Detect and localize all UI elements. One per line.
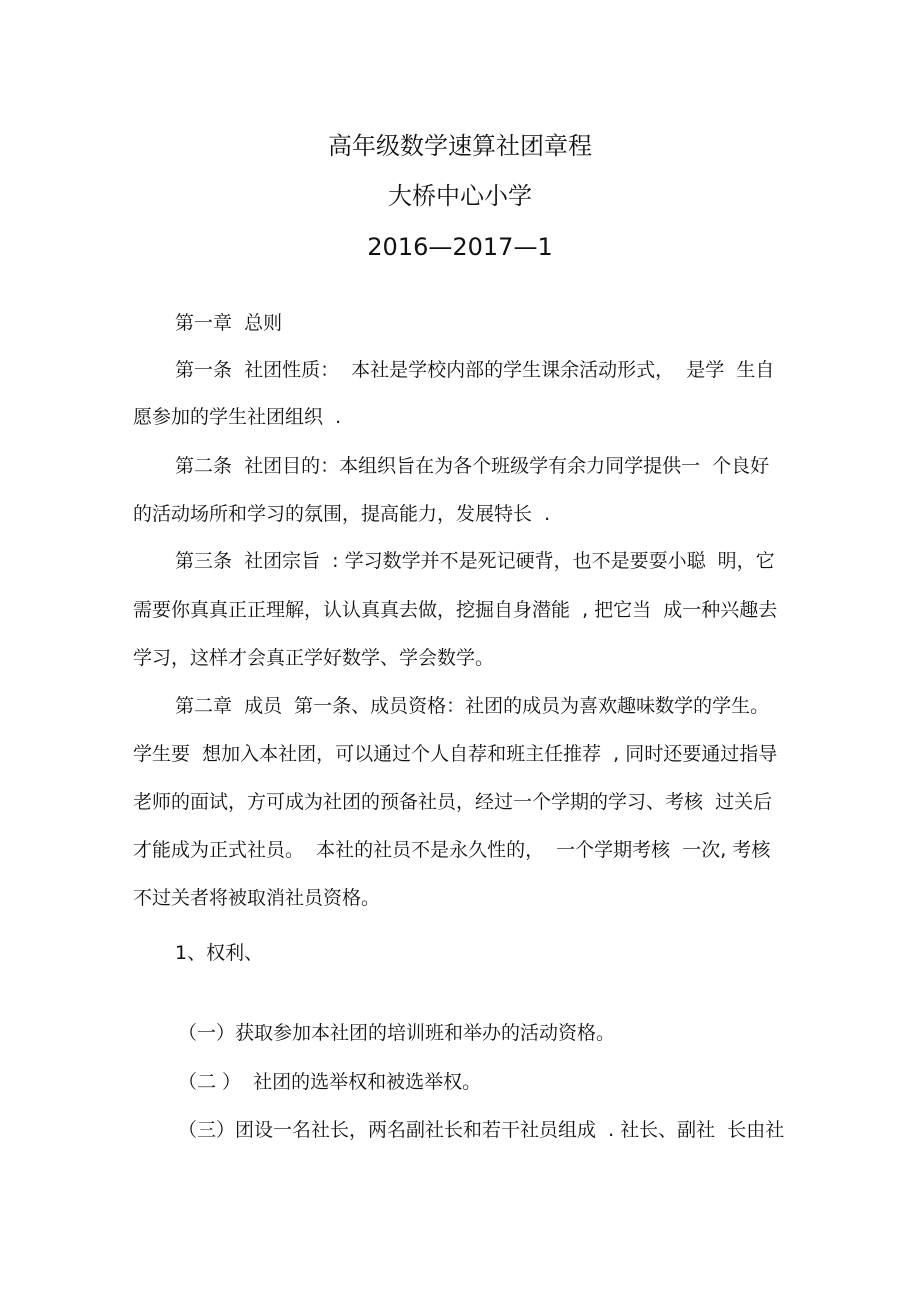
rights-item-2: （二 ） 社团的选举权和被选举权。	[178, 1071, 482, 1093]
rights-item-3: （三）团设一名社长，两名副社长和若干社员组成 . 社长、副社 长由社	[178, 1119, 785, 1141]
term-label: 2016—2017—1	[367, 233, 553, 261]
article-2-line-1: 第二条 社团目的：本组织旨在为各个班级学有余力同学提供一 个良好	[175, 455, 770, 477]
chapter-2-line-4: 才能成为正式社员。 本社的社员不是永久性的， 一个学期考核 一次, 考核	[133, 839, 771, 861]
article-1-line-2: 愿参加的学生社团组织 .	[133, 406, 342, 428]
rights-item-1: （一）获取参加本社团的培训班和举办的活动资格。	[178, 1022, 616, 1044]
article-2-line-2: 的活动场所和学习的氛围，提高能力，发展特长 .	[133, 503, 551, 525]
document-title: 高年级数学速算社团章程	[328, 132, 592, 160]
chapter-2-line-1: 第二章 成员 第一条、成员资格：社团的成员为喜欢趣味数学的学生。	[175, 695, 770, 717]
rights-heading: 1、权利、	[175, 942, 264, 964]
article-3-line-1: 第三条 社团宗旨 : 学习数学并不是死记硬背，也不是要耍小聪 明，它	[175, 550, 775, 572]
chapter-2-line-5: 不过关者将被取消社员资格。	[133, 887, 381, 909]
chapter-1-heading: 第一章 总则	[175, 312, 283, 334]
chapter-2-line-2: 学生要 想加入本社团，可以通过个人自荐和班主任推荐 , 同时还要通过指导	[133, 743, 778, 765]
article-3-line-2: 需要你真真正正理解，认认真真去做，挖掘自身潜能 , 把它当 成一种兴趣去	[133, 599, 778, 621]
article-1-line-1: 第一条 社团性质： 本社是学校内部的学生课余活动形式， 是学 生自	[175, 359, 775, 381]
article-3-line-3: 学习，这样才会真正学好数学、学会数学。	[133, 647, 495, 669]
school-name: 大桥中心小学	[388, 182, 532, 210]
chapter-2-line-3: 老师的面试，方可成为社团的预备社员，经过一个学期的学习、考核 过关后	[133, 791, 773, 813]
